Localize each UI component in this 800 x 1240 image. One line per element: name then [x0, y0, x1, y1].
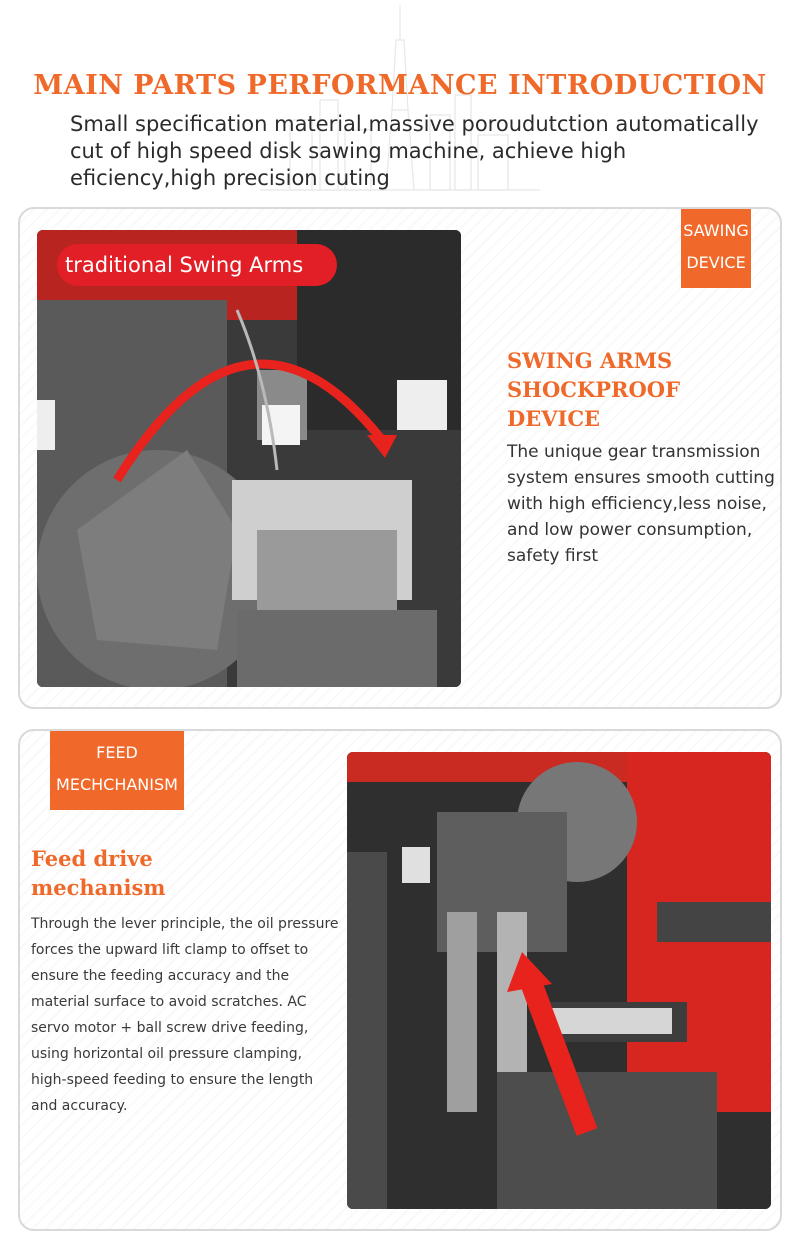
heading-line: mechanism	[31, 875, 166, 900]
heading-line: SWING ARMS	[507, 348, 673, 373]
tag-line: DEVICE	[686, 253, 746, 272]
section-description: The unique gear transmission system ensures smooth cutting with high efficiency,less noise, and low power consumption, safety first	[507, 442, 775, 566]
sawing-device-tag	[681, 208, 751, 288]
section-heading	[31, 844, 311, 902]
sawing-device-card	[18, 207, 782, 709]
section-description: Through the lever principle, the oil pressure forces the upward lift clamp to offset to ensure the feeding accuracy and the material surface to avoid scratches. AC servo motor + ball screw drive feeding, using horizontal oil pressure clamping, high-speed feeding to ensure the length and accuracy.	[31, 916, 339, 1114]
tag-line: MECHCHANISM	[56, 775, 178, 794]
traditional-swing-arms-label: traditional Swing Arms	[57, 244, 337, 286]
page-subtitle: Small specification material,massive poroudutction automatically cut of high speed disk sawing machine, achieve high eficiency,high precision cuting	[70, 112, 759, 190]
tag-line: FEED	[96, 743, 138, 762]
swing-arms-photo	[37, 230, 461, 687]
feed-mechanism-illustration	[347, 752, 771, 1209]
page-title: MAIN PARTS PERFORMANCE INTRODUCTION	[33, 70, 767, 101]
swing-arms-illustration	[37, 230, 461, 687]
heading-line: SHOCKPROOF DEVICE	[507, 377, 681, 431]
feed-mechanism-card	[18, 729, 782, 1231]
feed-mechanism-tag	[50, 730, 184, 810]
tag-line: SAWING	[683, 221, 749, 240]
section-heading	[507, 346, 777, 433]
feed-mechanism-photo	[347, 752, 771, 1209]
heading-line: Feed drive	[31, 846, 153, 871]
